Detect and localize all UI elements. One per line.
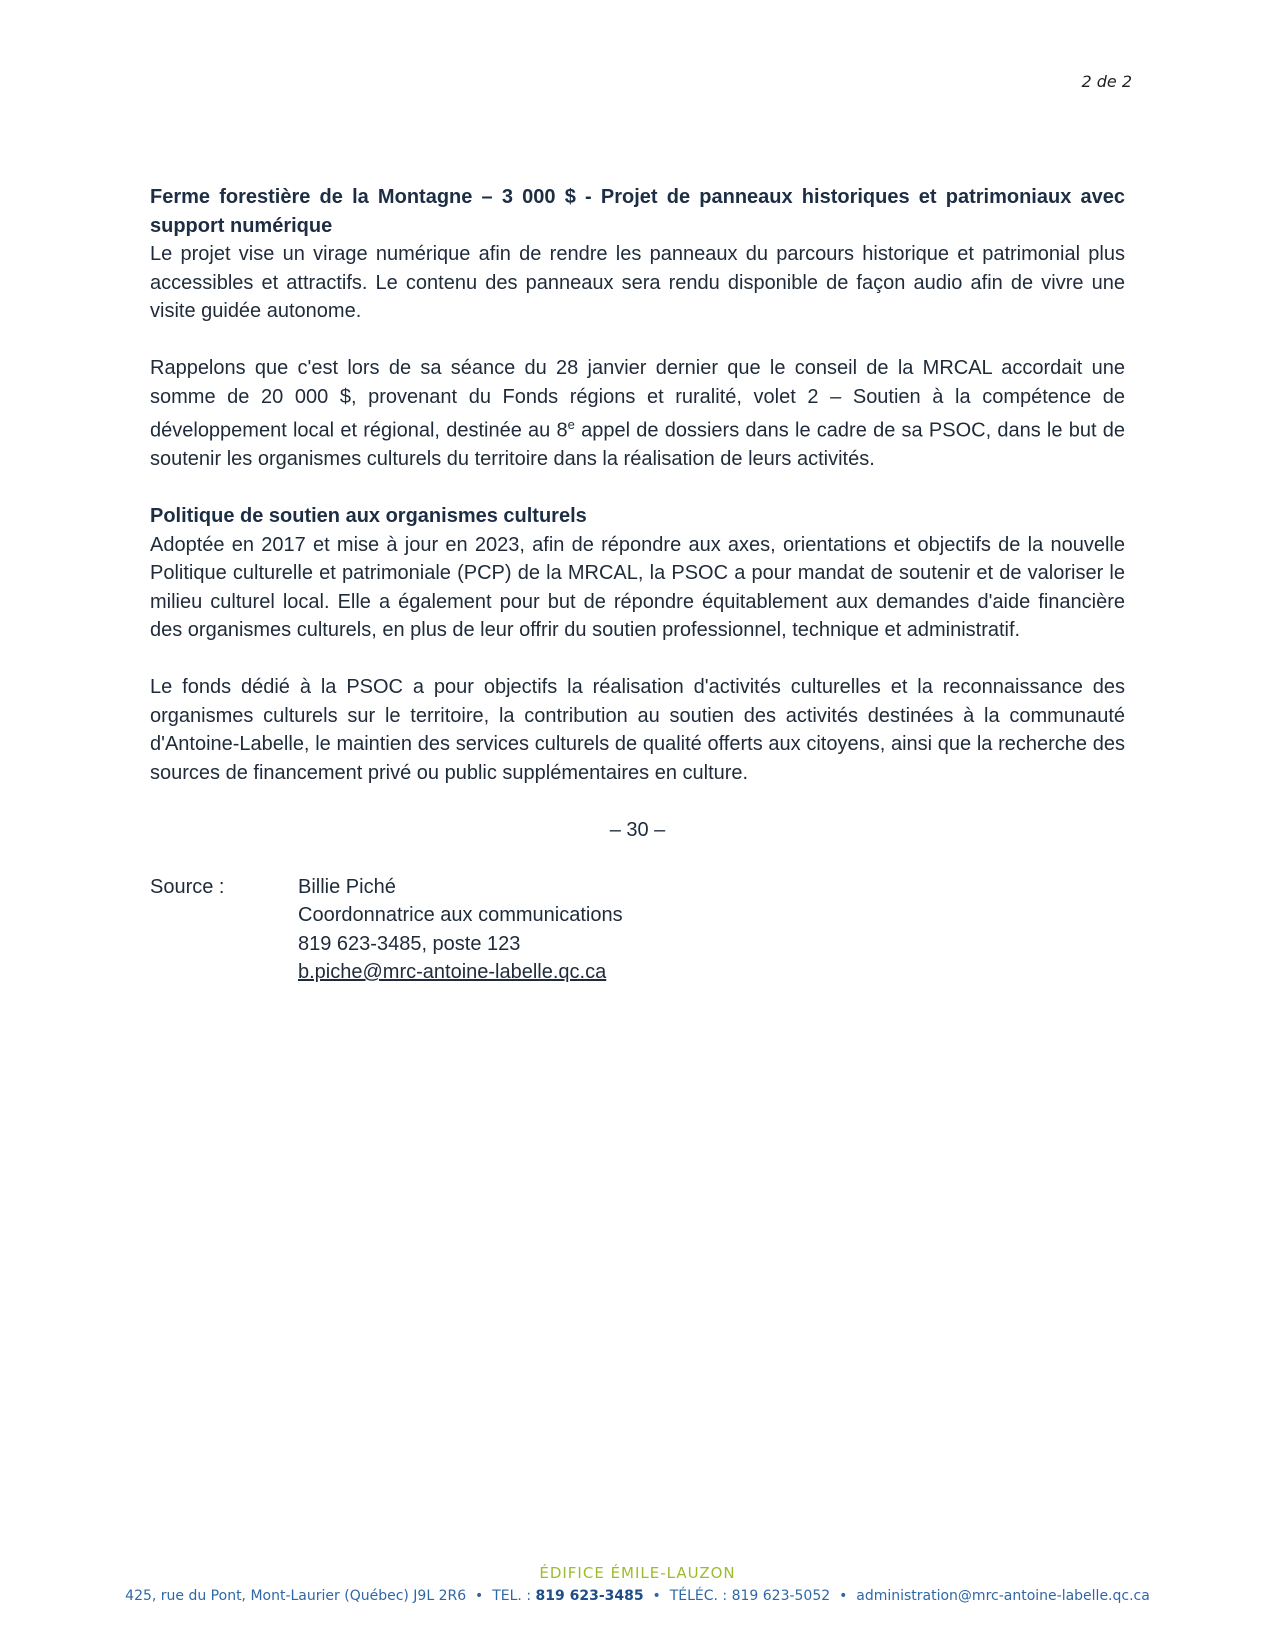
source-block: [150, 873, 1125, 987]
footer-fax-label: TÉLÉC. :: [669, 1588, 728, 1604]
page-number: 2 de 2: [1081, 72, 1132, 91]
policy-heading: Politique de soutien aux organismes culturels: [150, 505, 587, 528]
source-label: Source :: [150, 875, 225, 898]
press-release-body: [150, 183, 1125, 987]
contact-name: Billie Piché: [298, 875, 396, 898]
footer-fax: 819 623-5052: [731, 1588, 831, 1604]
footer-contact-line: [0, 1588, 1275, 1604]
footer-bullet: •: [475, 1588, 484, 1604]
fund-paragraph: Le fonds dédié à la PSOC a pour objectifs la réalisation d'activités culturelles et la reconnaissance des organismes culturels sur le territoire, la contribution au soutien des activités destinées à la communauté d'Antoine-Labelle, le maintien des services culturels de qualité offerts aux citoyens, ainsi que la recherche des sources de financement privé ou public supplémentaires en culture.: [150, 676, 1125, 784]
reminder-text-end: appel de dossiers dans le cadre de sa PSOC, dans le but de soutenir les organismes culturels du territoire dans la réalisation de leurs activités.: [150, 419, 1126, 471]
contact-email-link[interactable]: b.piche@mrc-antoine-labelle.qc.ca: [298, 961, 607, 984]
contact-title: Coordonnatrice aux communications: [298, 904, 623, 927]
building-name: ÉDIFICE ÉMILE-LAUZON: [539, 1564, 736, 1582]
contact-phone: 819 623-3485, poste 123: [298, 932, 521, 955]
end-marker: – 30 –: [609, 818, 666, 841]
project-paragraph: Le projet vise un virage numérique afin de rendre les panneaux du parcours historique et patrimonial plus accessibles et attractifs. Le contenu des panneaux sera rendu disponible de façon audio afin de vivre une visite guidée autonome.: [150, 243, 1125, 322]
footer-tel-label: TEL. :: [492, 1588, 532, 1604]
letterhead-footer: [0, 1564, 1275, 1604]
ordinal-superscript: e: [567, 417, 575, 432]
policy-paragraph: Adoptée en 2017 et mise à jour en 2023, afin de répondre aux axes, orientations et objectifs de la nouvelle Politique culturelle et patrimoniale (PCP) de la MRCAL, la PSOC a pour mandat de soutenir et de valoriser le milieu culturel local. Elle a également pour but de répondre équitablement aux demandes d'aide financière des organismes culturels, en plus de leur offrir du soutien professionnel, technique et administratif.: [150, 533, 1125, 642]
project-heading: Ferme forestière de la Montagne – 3 000 $ - Projet de panneaux historiques et patrimoniaux avec support numérique: [150, 186, 1125, 237]
footer-bullet: •: [839, 1588, 848, 1604]
footer-tel: 819 623-3485: [535, 1588, 644, 1604]
reminder-text-start: Rappelons que c'est lors de sa séance du 28 janvier dernier que le conseil de la MRCAL accordait une somme de 20 000 $, provenant du Fonds régions et ruralité, volet 2 – Soutien à la compétence de développement local et régional, destinée au 8: [150, 357, 1125, 442]
reminder-paragraph: [150, 354, 1125, 474]
footer-email[interactable]: administration@mrc-antoine-labelle.qc.ca: [856, 1588, 1150, 1604]
footer-bullet: •: [652, 1588, 661, 1604]
footer-address: 425, rue du Pont, Mont-Laurier (Québec) J9L 2R6: [125, 1588, 467, 1604]
